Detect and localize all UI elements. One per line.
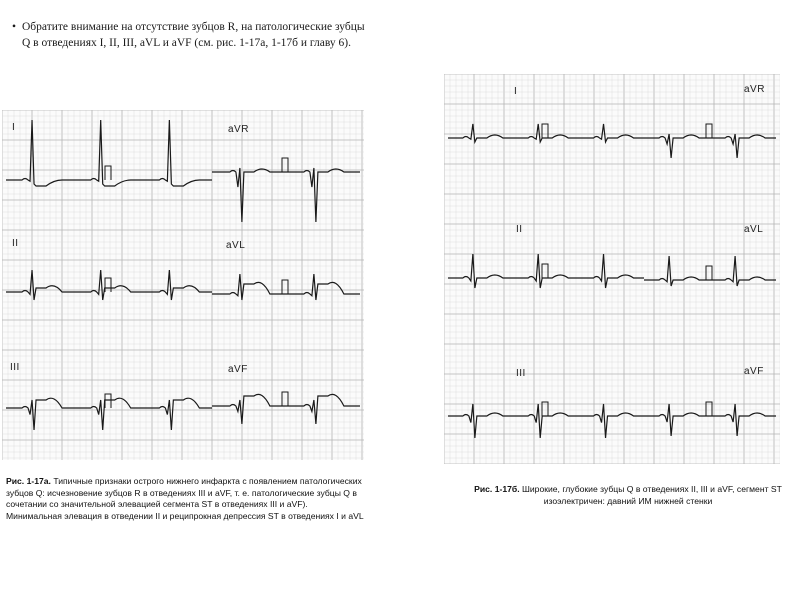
ecg-trace-a-II [6, 270, 212, 300]
lead-label-a-aVL: aVL [226, 240, 246, 251]
ecg-trace-b-aVF [644, 404, 776, 436]
bullet-marker: • [12, 21, 17, 33]
lead-label-b-aVF: aVF [744, 366, 764, 377]
lead-label-b-III: III [516, 368, 526, 379]
lead-separator [706, 124, 712, 138]
lead-separator [282, 280, 288, 294]
lead-label-b-aVR: aVR [744, 84, 765, 95]
figure-a-caption-text: Типичные признаки острого нижнего инфаркта с появлением патологических зубцов Q: исчезновение зубцов R в отведениях III и aVF, т. е. патологические зубцы Q в сочетании со значительной элевацией сегмента ST в отведениях III и aVF). Минимальная элевация в отведении II и реципрокная депрессия ST в отведениях I и aVL [6, 476, 364, 521]
figure-b-caption-label: Рис. 1-17б. [474, 484, 520, 494]
bullet-text: Обратите внимание на отсутствие зубцов R, на патологические зубцы Q в отведениях I, II, III, aVL и aVF (см. рис. 1-17а, 1-17б и главу 6). [22, 21, 365, 49]
ecg-figure-b [444, 74, 780, 464]
ecg-trace-b-aVL [644, 256, 776, 286]
lead-label-b-aVL: aVL [744, 224, 764, 235]
figure-a-caption-label: Рис. 1-17а. [6, 476, 51, 486]
bullet-note [12, 20, 372, 51]
lead-label-b-II: II [516, 224, 523, 235]
ecg-figure-a [2, 110, 364, 460]
ecg-grid-a [2, 110, 364, 460]
lead-label-a-II: II [12, 238, 19, 249]
lead-label-a-III: III [10, 362, 20, 373]
lead-label-b-I: I [514, 86, 518, 97]
lead-separator [542, 124, 548, 138]
ecg-trace-a-III [6, 398, 212, 430]
lead-label-a-aVR: aVR [228, 124, 249, 135]
figure-b-caption [468, 484, 788, 507]
figure-b-caption-text: Широкие, глубокие зубцы Q в отведениях II, III и aVF, сегмент ST изоэлектричен: давний ИМ нижней стенки [521, 484, 782, 506]
lead-label-a-aVF: aVF [228, 364, 248, 375]
figure-a-caption [6, 476, 364, 522]
ecg-grid-b [444, 74, 780, 464]
lead-label-a-I: I [12, 122, 16, 133]
